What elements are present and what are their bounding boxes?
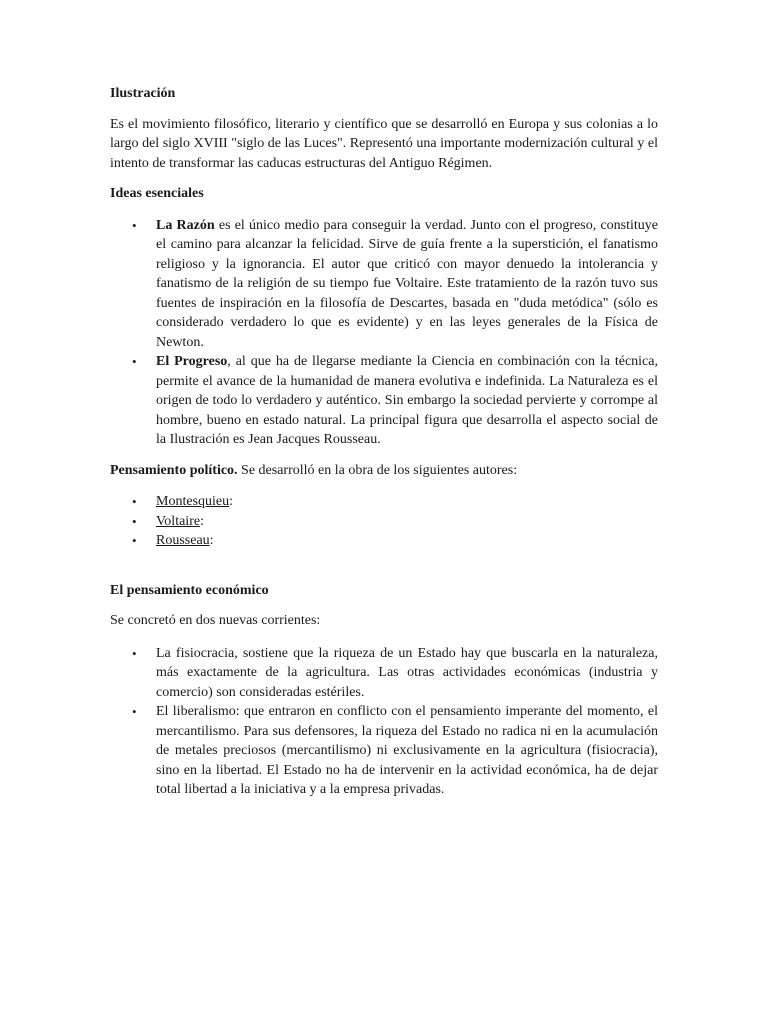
list-item <box>110 531 658 551</box>
ideas-list <box>110 216 658 450</box>
list-item <box>110 492 658 512</box>
bullet-icon: • <box>132 494 137 509</box>
politico-label: Pensamiento político. <box>110 462 238 478</box>
list-item <box>110 352 658 450</box>
bullet-icon: • <box>132 533 137 548</box>
author-link-rousseau[interactable]: Rousseau <box>156 533 210 548</box>
list-item <box>110 512 658 532</box>
ideas-heading: Ideas esenciales <box>110 186 204 201</box>
idea-term: El Progreso <box>156 354 228 369</box>
bullet-icon: • <box>132 513 137 529</box>
politico-text: Se desarrolló en la obra de los siguientes autores: <box>237 462 518 478</box>
list-item <box>110 644 658 703</box>
author-link-voltaire[interactable]: Voltaire <box>156 513 201 529</box>
economico-item-text: La fisiocracia, sostiene que la riqueza de un Estado hay que buscarla en la naturaleza, más exactamente de la agricultura. Las otras actividades económicas (industria y comercio) son consideradas estériles. <box>156 645 658 700</box>
list-item <box>110 702 658 800</box>
idea-term: La Razón <box>156 217 215 233</box>
politico-paragraph <box>110 461 658 481</box>
document-page <box>110 84 658 800</box>
author-link-montesquieu[interactable]: Montesquieu <box>156 494 230 509</box>
authors-list <box>110 492 658 551</box>
intro-paragraph: Es el movimiento filosófico, literario y científico que se desarrolló en Europa y sus colonias a lo largo del siglo XVIII "siglo de las Luces". Representó una importante modernización cultural y el intento de transformar las caducas estructuras del Antiguo Régimen. <box>110 116 658 171</box>
bullet-icon: • <box>132 217 137 233</box>
author-suffix: : <box>209 533 214 548</box>
economico-intro: Se concretó en dos nuevas corrientes: <box>110 613 321 628</box>
idea-text: , al que ha de llegarse mediante la Ciencia en combinación con la técnica, permite el avance de la humanidad de manera evolutiva e indefinida. La Naturaleza es el origen de todo lo verdadero y auténtico. Sin embargo la sociedad pervierte y corrompe al hombre, bueno en estado natural. La principal figura que desarrolla el aspecto social de la Ilustración es Jean Jacques Rousseau. <box>156 354 658 447</box>
document-title: Ilustración <box>110 86 176 101</box>
author-suffix: : <box>200 513 204 529</box>
idea-text: es el único medio para conseguir la verdad. Junto con el progreso, constituye el camino para alcanzar la felicidad. Sirve de guía frente a la superstición, el fanatismo religioso y la ignorancia. El autor que criticó con mayor denuedo la intolerancia y fanatismo de la religión de su tiempo fue Voltaire. Este tratamiento de la razón tuvo sus fuentes de inspiración en la filosofía de Descartes, basada en "duda metódica" (sólo es considerado verdadero lo que es evidente) y en las leyes generales de la Física de Newton. <box>156 217 658 350</box>
economico-list <box>110 644 658 800</box>
bullet-icon: • <box>132 645 137 661</box>
bullet-icon: • <box>132 354 137 369</box>
bullet-icon: • <box>132 704 137 719</box>
economico-heading: El pensamiento económico <box>110 582 269 598</box>
list-item <box>110 216 658 353</box>
economico-item-text: El liberalismo: que entraron en conflicto con el pensamiento imperante del momento, el mercantilismo. Para sus defensores, la riqueza del Estado no radica ni en la acumulación de metales preciosos (mercantilismo) ni exclusivamente en la agricultura (fisiocracia), sino en la libertad. El Estado no ha de intervenir en la actividad económica, ha de dejar total libertad a la iniciativa y a la empresa privadas. <box>156 704 658 797</box>
author-suffix: : <box>229 494 233 509</box>
